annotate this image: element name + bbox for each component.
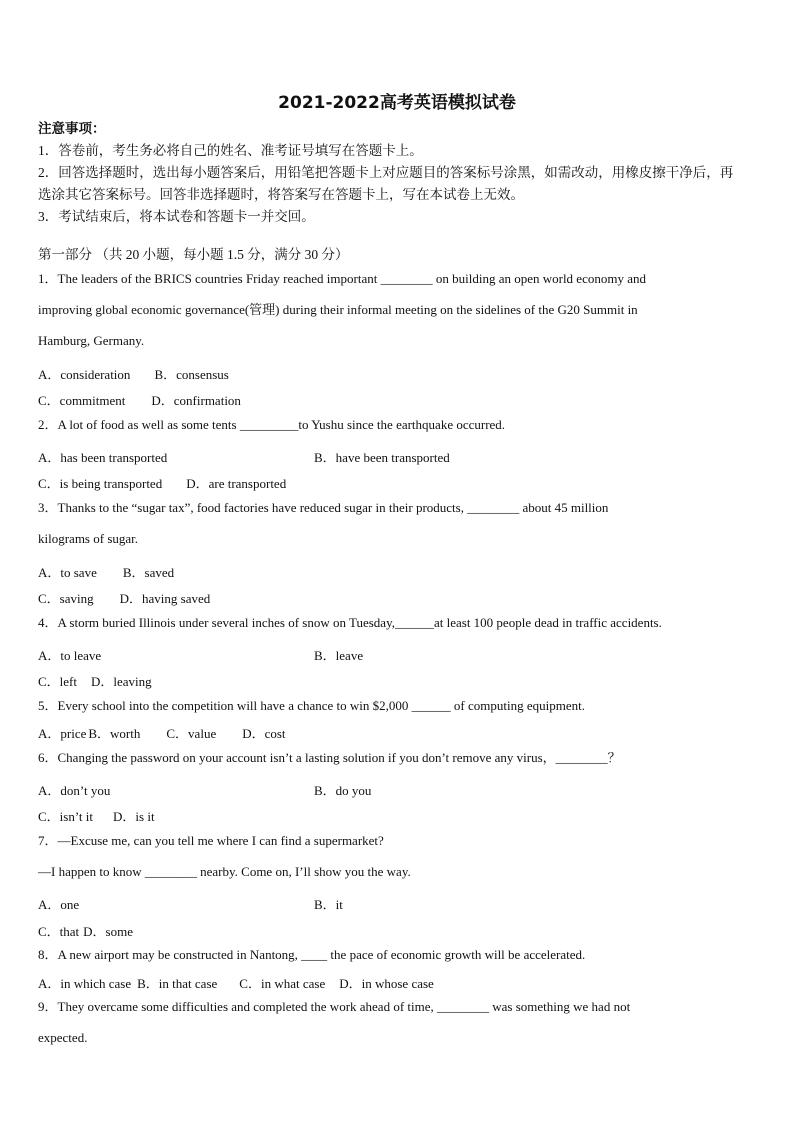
question-text: 8．A new airport may be constructed in Nantong, ____ the pace of economic growth will be accelerated. (38, 947, 586, 962)
options-row (38, 447, 167, 466)
option-b[interactable]: B．consensus (154, 367, 229, 382)
question-1 (38, 263, 760, 356)
question-text: 2．A lot of food as well as some tents _________to Yushu since the earthquake occurred. (38, 417, 506, 432)
options-row (38, 806, 155, 825)
question-text: expected. (38, 1030, 88, 1045)
options-row (314, 447, 450, 466)
question-text: 4．A storm buried Illinois under several inches of snow on Tuesday,______at least 100 people dead in traffic accidents. (38, 615, 662, 630)
option-a[interactable]: A．to leave (38, 648, 102, 663)
option-c[interactable]: C．left (38, 674, 77, 689)
option-a[interactable]: A．has been transported (38, 450, 168, 465)
options-row (314, 645, 363, 664)
option-b[interactable]: B．worth (88, 726, 141, 741)
option-c[interactable]: C．in what case (239, 976, 326, 991)
options-row (38, 645, 101, 664)
option-b[interactable]: B．do you (314, 783, 372, 798)
option-b[interactable]: B．in that case (137, 976, 218, 991)
option-c[interactable]: C．that (38, 924, 80, 939)
option-a[interactable]: A．in which case (38, 976, 132, 991)
option-d[interactable]: D．having saved (119, 591, 211, 606)
question-9 (38, 991, 760, 1053)
question-text: improving global economic governance(管理) during their informal meeting on the sidelines of the G20 Summit in (38, 302, 638, 317)
question-7 (38, 825, 760, 887)
question-4 (38, 607, 760, 638)
question-text: 7．—Excuse me, can you tell me where I can find a supermarket? (38, 833, 384, 848)
option-c[interactable]: C．value (166, 726, 217, 741)
options-row (38, 364, 229, 383)
options-row (38, 894, 79, 913)
options-row (38, 973, 434, 992)
option-c[interactable]: C．commitment (38, 393, 126, 408)
instruction-item: 1．答卷前，考生务必将自己的姓名、准考证号填写在答题卡上。 (38, 143, 423, 158)
option-b[interactable]: B．have been transported (314, 450, 450, 465)
options-row (314, 894, 343, 913)
question-5 (38, 690, 760, 721)
options-row (38, 473, 286, 492)
option-d[interactable]: D．leaving (91, 674, 152, 689)
option-a[interactable]: A．consideration (38, 367, 131, 382)
options-row (38, 390, 241, 409)
option-b[interactable]: B．leave (314, 648, 364, 663)
question-8 (38, 939, 760, 970)
instructions-heading: 注意事项： (38, 121, 106, 136)
options-row (38, 562, 174, 581)
question-text: 6．Changing the password on your account isn’t a lasting solution if you don’t remove any virus，________？ (38, 750, 621, 765)
section-heading: 第一部分 （共 20 小题，每小题 1.5 分，满分 30 分） (38, 247, 349, 262)
instructions (38, 118, 760, 228)
question-text: —I happen to know ________ nearby. Come on, I’ll show you the way. (38, 864, 411, 879)
option-b[interactable]: B．saved (122, 565, 175, 580)
question-text: 3．Thanks to the “sugar tax”, food factories have reduced sugar in their products, ________ about 45 million (38, 500, 609, 515)
question-3 (38, 492, 760, 554)
options-row (38, 671, 152, 690)
question-text: 1．The leaders of the BRICS countries Friday reached important ________ on building an open world economy and (38, 271, 646, 286)
instruction-item: 选涂其它答案标号。回答非选择题时，将答案写在答题卡上，写在本试卷上无效。 (38, 187, 524, 202)
options-row (38, 588, 210, 607)
question-text: kilograms of sugar. (38, 531, 139, 546)
question-text: Hamburg, Germany. (38, 333, 145, 348)
option-c[interactable]: C．is being transported (38, 476, 163, 491)
option-a[interactable]: A．price (38, 726, 87, 741)
options-row (38, 780, 110, 799)
question-6 (38, 742, 760, 773)
option-c[interactable]: C．isn’t it (38, 809, 94, 824)
option-d[interactable]: D．cost (242, 726, 286, 741)
exam-title: 2021-2022高考英语模拟试卷 (278, 93, 516, 113)
option-d[interactable]: D．in whose case (339, 976, 434, 991)
options-row (38, 921, 133, 940)
instruction-item: 3．考试结束后，将本试卷和答题卡一并交回。 (38, 209, 315, 224)
option-d[interactable]: D．are transported (186, 476, 287, 491)
options-row (38, 723, 286, 742)
question-2 (38, 409, 760, 440)
option-d[interactable]: D．some (83, 924, 134, 939)
question-text: 5．Every school into the competition will have a chance to win $2,000 ______ of computing equipment. (38, 698, 585, 713)
question-text: 9．They overcame some difficulties and completed the work ahead of time, ________ was something we had not (38, 999, 631, 1014)
instruction-item: 2．回答选择题时，选出每小题答案后，用铅笔把答题卡上对应题目的答案标号涂黑，如需改动，用橡皮擦干净后，再 (38, 165, 734, 180)
option-a[interactable]: A．one (38, 897, 80, 912)
option-c[interactable]: C．saving (38, 591, 94, 606)
option-d[interactable]: D．is it (113, 809, 155, 824)
option-a[interactable]: A．to save (38, 565, 97, 580)
option-d[interactable]: D．confirmation (151, 393, 241, 408)
option-a[interactable]: A．don’t you (38, 783, 111, 798)
option-b[interactable]: B．it (314, 897, 343, 912)
options-row (314, 780, 371, 799)
